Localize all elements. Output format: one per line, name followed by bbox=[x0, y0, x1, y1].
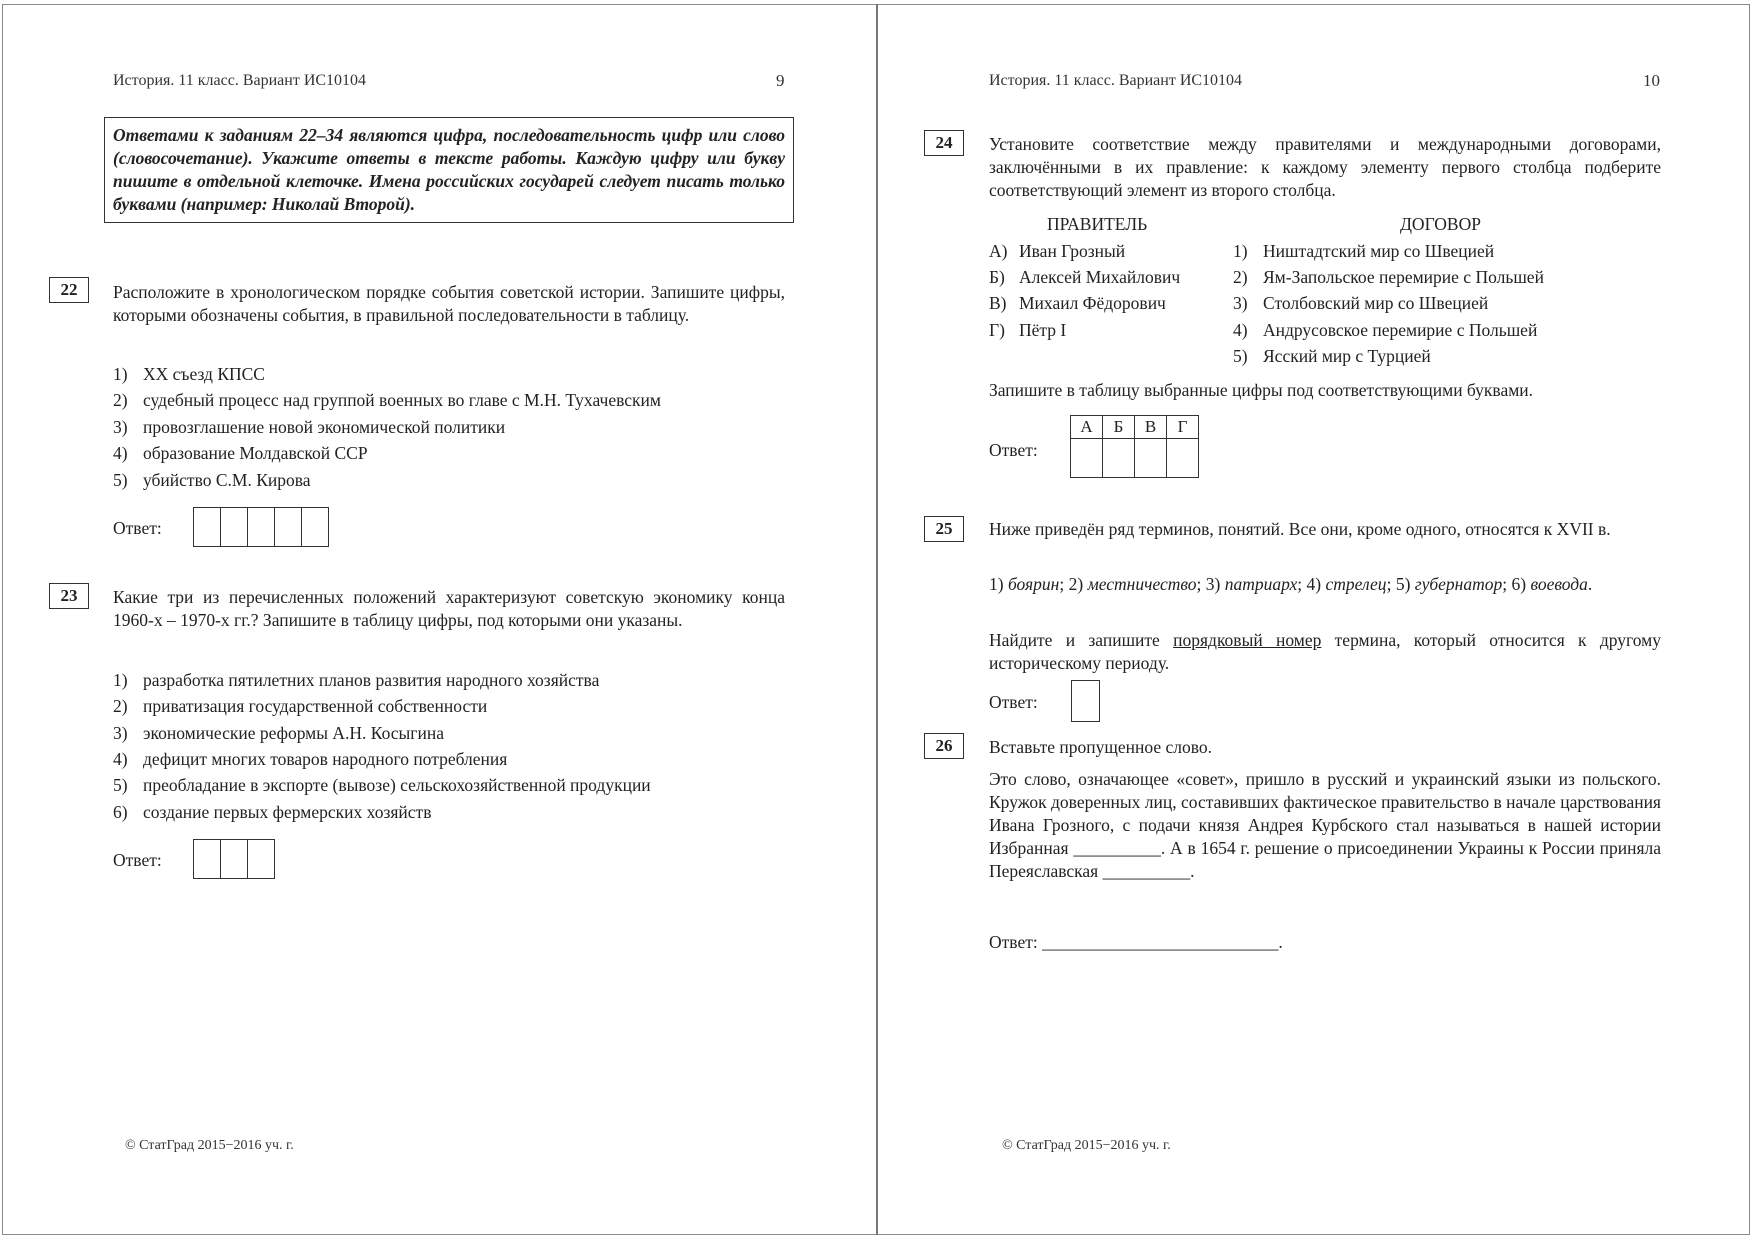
task-26-title: Вставьте пропущенное слово. bbox=[989, 737, 1213, 757]
treaty-item: 3) Столбовский мир со Швецией bbox=[1233, 293, 1489, 313]
ruler-item: А) Иван Грозный bbox=[989, 241, 1126, 261]
ruler-item: В) Михаил Фёдорович bbox=[989, 293, 1166, 313]
list-item: 4) образование Молдавской ССР bbox=[113, 443, 368, 463]
list-item: 3) провозглашение новой экономической политики bbox=[113, 417, 506, 437]
treaty-item: 4) Андрусовское перемирие с Польшей bbox=[1233, 320, 1538, 340]
right-page-number: 10 bbox=[1643, 71, 1660, 90]
task-24-text: Установите соответствие между правителями и международными договорами, заключёнными в их правление: к каждому элементу первого столбца подберите соответствующий элемент из второго столбца. bbox=[989, 134, 1661, 200]
task-number-25: 25 bbox=[924, 516, 964, 542]
list-item: 1) XX съезд КПСС bbox=[113, 364, 265, 384]
task-26-text: Это слово, означающее «совет», пришло в русский и украинский языки из польского. Кружок доверенных лиц, составивших фактическое правительство в начале царствования Ивана Грозного, с подачи князя Андрея Курбского стал называться в нашей истории Избранная __________. А в 1654 г. решение о присоединении Украины к России приняла Переяславская __________. bbox=[989, 769, 1661, 881]
treaty-item: 1) Ништадтский мир со Швецией bbox=[1233, 241, 1495, 261]
column-header-treaty: ДОГОВОР bbox=[1400, 214, 1481, 234]
task-number-24: 24 bbox=[924, 130, 964, 156]
list-item: 6) создание первых фермерских хозяйств bbox=[113, 802, 432, 822]
treaty-item: 5) Ясский мир с Турцией bbox=[1233, 346, 1431, 366]
left-page-footer: © СтатГрад 2015−2016 уч. г. bbox=[125, 1138, 294, 1153]
list-item: 4) дефицит многих товаров народного потребления bbox=[113, 749, 508, 769]
task-number-22: 22 bbox=[49, 277, 89, 303]
task-25-text: Ниже приведён ряд терминов, понятий. Все они, кроме одного, относятся к XVII в. bbox=[989, 519, 1611, 539]
answer-boxes-23[interactable] bbox=[193, 839, 275, 879]
list-item: 5) убийство С.М. Кирова bbox=[113, 470, 311, 490]
left-page-header: История. 11 класс. Вариант ИС10104 bbox=[113, 72, 367, 89]
left-page-number: 9 bbox=[776, 71, 785, 90]
ruler-item: Г) Пётр I bbox=[989, 320, 1067, 340]
answer-cell[interactable] bbox=[193, 507, 221, 547]
answer-label: Ответ: bbox=[989, 440, 1038, 460]
table-header-cell: В bbox=[1135, 416, 1167, 439]
answer-label: Ответ: bbox=[113, 518, 162, 538]
answer-cell[interactable] bbox=[247, 839, 275, 879]
table-header-cell: Г bbox=[1167, 416, 1199, 439]
task-number-23: 23 bbox=[49, 583, 89, 609]
task-number-26: 26 bbox=[924, 733, 964, 759]
treaty-item: 2) Ям-Запольское перемирие с Польшей bbox=[1233, 267, 1544, 287]
task-25-instruction: Найдите и запишите порядковый номер термина, который относится к другому историческому периоду. bbox=[989, 630, 1662, 673]
list-item: 2) судебный процесс над группой военных во главе с М.Н. Тухачевским bbox=[113, 390, 661, 410]
answer-cell[interactable] bbox=[220, 839, 248, 879]
task-23-text: Какие три из перечисленных положений характеризуют советскую экономику конца 1960-х – 1970-х гг.? Запишите в таблицу цифры, под которыми они указаны. bbox=[113, 587, 785, 630]
answer-table-24 bbox=[1070, 415, 1199, 478]
table-header-cell: Б bbox=[1103, 416, 1135, 439]
answer-cell[interactable] bbox=[193, 839, 221, 879]
answer-line-26[interactable]: Ответ: ___________________________. bbox=[989, 932, 1283, 952]
page-divider bbox=[876, 4, 878, 1235]
answer-cell[interactable] bbox=[1071, 439, 1103, 478]
list-item: 5) преобладание в экспорте (вывозе) сельскохозяйственной продукции bbox=[113, 775, 651, 795]
column-header-ruler: ПРАВИТЕЛЬ bbox=[1047, 214, 1148, 234]
answer-cell[interactable] bbox=[1135, 439, 1167, 478]
ruler-item: Б) Алексей Михайлович bbox=[989, 267, 1181, 287]
right-page-header: История. 11 класс. Вариант ИС10104 bbox=[989, 72, 1243, 89]
task-25-terms: 1) боярин; 2) местничество; 3) патриарх; 4) стрелец; 5) губернатор; 6) воевода. bbox=[989, 574, 1593, 594]
answer-cell[interactable] bbox=[1071, 680, 1100, 722]
answer-cell[interactable] bbox=[274, 507, 302, 547]
table-header-cell: А bbox=[1071, 416, 1103, 439]
right-page-footer: © СтатГрад 2015−2016 уч. г. bbox=[1002, 1138, 1171, 1153]
answer-label: Ответ: bbox=[989, 692, 1038, 712]
instructions-notice: Ответами к заданиям 22–34 являются цифра, последовательность цифр или слово (словосочетание). Укажите ответы в тексте работы. Каждую цифру или букву пишите в отдельной клеточке. Имена российских государей следует писать только буквами (например: Николай Второй). bbox=[104, 117, 794, 223]
answer-cell[interactable] bbox=[301, 507, 329, 547]
answer-cell[interactable] bbox=[247, 507, 275, 547]
answer-cell[interactable] bbox=[1167, 439, 1199, 478]
task-22-text: Расположите в хронологическом порядке события советской истории. Запишите цифры, которыми обозначены события, в правильной последовательности в таблицу. bbox=[113, 282, 785, 325]
answer-cell[interactable] bbox=[1103, 439, 1135, 478]
list-item: 3) экономические реформы А.Н. Косыгина bbox=[113, 723, 444, 743]
list-item: 1) разработка пятилетних планов развития народного хозяйства bbox=[113, 670, 600, 690]
answer-boxes-22[interactable] bbox=[193, 507, 329, 547]
list-item: 2) приватизация государственной собственности bbox=[113, 696, 488, 716]
answer-label: Ответ: bbox=[113, 850, 162, 870]
answer-cell[interactable] bbox=[220, 507, 248, 547]
task-24-instruction: Запишите в таблицу выбранные цифры под соответствующими буквами. bbox=[989, 380, 1534, 400]
